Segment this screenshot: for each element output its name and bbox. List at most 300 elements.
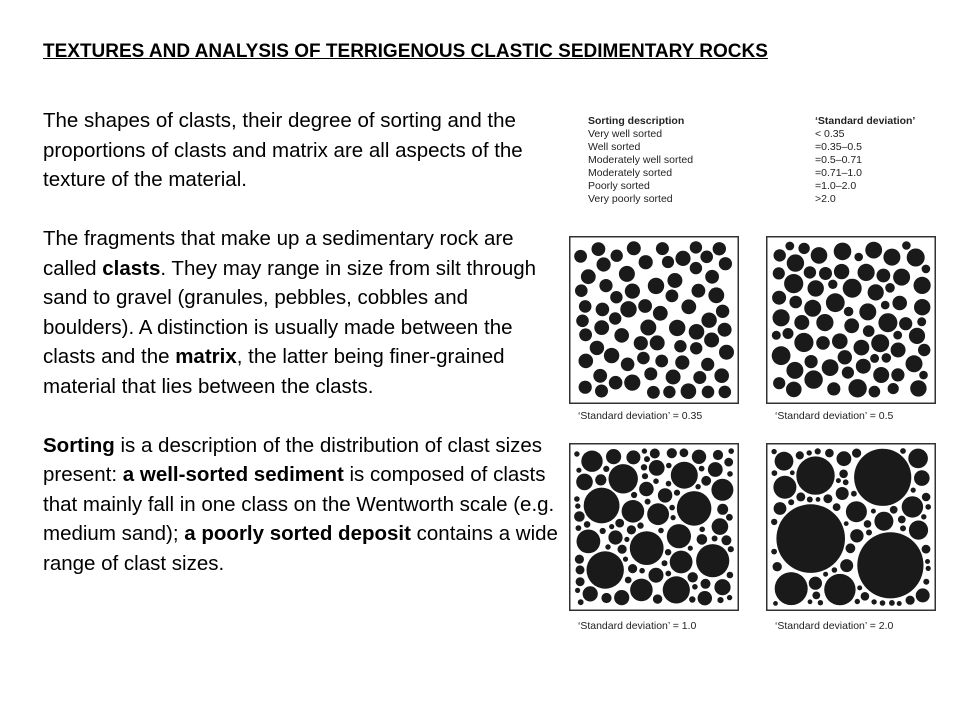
clast-grain — [868, 284, 884, 300]
clast-grain — [666, 463, 672, 469]
clast-grain — [677, 491, 712, 526]
clast-grain — [579, 328, 592, 341]
clast-grain — [773, 309, 790, 326]
row-sd: =1.0–2.0 — [815, 180, 857, 192]
clast-grain — [871, 599, 876, 604]
clast-grain — [663, 386, 675, 398]
clast-grain — [575, 284, 588, 297]
clast-grain — [708, 287, 724, 303]
clast-grain — [812, 592, 820, 600]
clast-grain — [815, 448, 821, 454]
clast-grain — [581, 269, 596, 284]
clast-grain — [772, 346, 791, 365]
clast-grain — [906, 596, 915, 605]
clast-grain — [594, 320, 609, 335]
clast-grain — [701, 313, 716, 328]
paragraph-clasts — [43, 224, 563, 401]
clast-grain — [627, 525, 636, 534]
clast-grain — [576, 577, 585, 586]
clast-grain — [688, 572, 698, 582]
clast-grain — [726, 514, 733, 521]
clast-grain — [917, 317, 926, 326]
clast-grain — [615, 519, 624, 528]
row-sd: =0.5–0.71 — [815, 154, 863, 166]
row-desc: Very well sorted — [588, 128, 663, 140]
sorting-table-row — [588, 193, 948, 206]
header-sorting-description: Sorting description — [588, 115, 685, 127]
clast-grain — [823, 572, 828, 577]
clast-grain — [681, 383, 697, 399]
clast-grain — [574, 451, 579, 456]
clast-grain — [620, 301, 636, 317]
clast-grain — [881, 301, 890, 310]
clast-grain — [854, 340, 870, 356]
clast-grain — [631, 492, 637, 498]
clast-grain — [718, 323, 732, 337]
clast-grain — [603, 466, 609, 472]
clast-grain — [639, 255, 653, 269]
clast-grain — [609, 524, 614, 529]
clast-grain — [719, 345, 734, 360]
clast-grain — [674, 340, 686, 352]
clast-grain — [794, 315, 809, 330]
paragraph-texture — [43, 106, 563, 195]
clast-grain — [667, 273, 682, 288]
clast-grain — [701, 476, 711, 486]
clast-grain — [628, 564, 637, 573]
clast-grain — [701, 579, 711, 589]
clast-grain — [857, 585, 862, 590]
clast-grain — [796, 451, 804, 459]
clast-grain — [833, 503, 841, 511]
clast-grain — [836, 487, 849, 500]
clast-grain — [610, 291, 622, 303]
clast-grain — [794, 333, 813, 352]
clast-grain — [606, 449, 621, 464]
clast-grain — [804, 370, 822, 388]
clast-grain — [601, 593, 611, 603]
clast-grain — [696, 544, 729, 577]
clast-grain — [918, 344, 930, 356]
clast-grain — [909, 328, 925, 344]
clast-grain — [772, 331, 781, 340]
header-standard-deviation: ‘Standard deviation’ — [815, 115, 916, 127]
clast-grain — [771, 519, 777, 525]
clast-grain — [911, 488, 916, 493]
clast-grain — [771, 549, 777, 555]
clast-grain — [818, 600, 823, 605]
clast-grain — [658, 528, 664, 534]
clast-grain — [727, 471, 733, 477]
clast-grain — [650, 335, 665, 350]
clast-grain — [866, 530, 872, 536]
clast-grain — [922, 493, 931, 502]
clast-grain — [854, 253, 863, 262]
clast-grain — [811, 247, 828, 264]
caption-035: ‘Standard deviation’ = 0.35 — [578, 410, 703, 422]
clast-grain — [649, 568, 664, 583]
clast-grain — [796, 492, 805, 501]
clast-grain — [774, 502, 787, 515]
clast-grain — [882, 353, 892, 363]
clast-grain — [595, 474, 606, 485]
clast-grain — [834, 243, 852, 261]
clast-grain — [599, 279, 612, 292]
clast-grain — [808, 280, 824, 296]
clast-grain — [719, 257, 732, 270]
clast-grain — [858, 264, 875, 281]
text-span: , the latter being finer-grained material that lies between the clasts. — [43, 345, 505, 398]
clast-grain — [874, 512, 893, 531]
clast-grain — [624, 537, 629, 542]
clast-grain — [650, 449, 660, 459]
clast-grain — [902, 241, 911, 250]
caption-05: ‘Standard deviation’ = 0.5 — [775, 410, 894, 422]
clast-grain — [773, 601, 778, 606]
clast-grain — [579, 300, 592, 313]
clast-grain — [772, 470, 778, 476]
clast-grain — [839, 470, 848, 479]
clast-grain — [596, 303, 610, 317]
clast-grain — [642, 473, 648, 479]
clast-grain — [897, 601, 902, 606]
clast-grain — [574, 250, 587, 263]
clast-grain — [590, 341, 604, 355]
clast-grain — [822, 359, 839, 376]
clast-grain — [666, 290, 679, 303]
clast-grain — [713, 242, 726, 255]
clast-grain — [575, 503, 580, 508]
clast-grain — [857, 532, 923, 598]
clast-grain — [716, 305, 729, 318]
clast-grain — [871, 334, 889, 352]
clast-grain — [699, 527, 705, 533]
clast-grain — [843, 279, 862, 298]
clast-grain — [638, 299, 652, 313]
clast-grain — [773, 562, 782, 571]
clast-grain — [880, 600, 886, 606]
clast-grain — [700, 251, 713, 264]
clast-grain — [914, 470, 930, 486]
clast-grain — [653, 594, 662, 603]
caption-10: ‘Standard deviation’ = 1.0 — [578, 620, 697, 632]
sorting-table-row — [588, 141, 948, 154]
clast-grain — [906, 355, 923, 372]
clast-grain — [870, 354, 879, 363]
clast-grain — [653, 306, 668, 321]
term-sorting: Sorting — [43, 433, 115, 457]
clast-grain — [639, 482, 654, 497]
clast-grain — [690, 262, 702, 274]
clast-grain — [587, 551, 624, 588]
clast-grain — [789, 296, 802, 309]
clast-grain — [717, 504, 728, 515]
clast-grain — [576, 315, 589, 328]
clast-grain — [656, 242, 669, 255]
clast-grain — [712, 536, 718, 542]
clast-grain — [807, 497, 813, 503]
clast-grain — [898, 516, 906, 524]
clast-grain — [816, 336, 830, 350]
clast-grain — [784, 274, 803, 293]
clast-grain — [667, 448, 677, 458]
clast-grain — [783, 328, 794, 339]
clast-grain — [914, 299, 930, 315]
clast-grain — [608, 530, 622, 544]
clast-grain — [719, 386, 732, 399]
term-matrix: matrix — [175, 345, 237, 368]
clast-grain — [844, 307, 854, 317]
clast-grain — [576, 525, 582, 531]
sorting-table — [588, 115, 948, 206]
clast-grain — [637, 522, 643, 528]
clast-panel — [766, 443, 936, 611]
term-poorly-sorted: a poorly sorted deposit — [184, 522, 411, 545]
clast-panel — [569, 236, 739, 404]
clast-grain — [669, 505, 675, 511]
clast-grain — [850, 529, 863, 542]
sorting-table-row — [588, 154, 948, 167]
clast-grain — [623, 557, 628, 562]
clast-grain — [609, 312, 621, 324]
clast-grain — [595, 385, 608, 398]
clast-grain — [609, 464, 638, 493]
clast-grain — [655, 355, 668, 368]
clast-grain — [916, 588, 930, 602]
clast-grain — [625, 577, 632, 584]
clast-grain — [624, 375, 640, 391]
clast-grain — [690, 241, 702, 253]
clast-grain — [828, 280, 837, 289]
clast-grain — [671, 515, 676, 520]
clast-grain — [626, 450, 640, 464]
clast-grain — [640, 320, 656, 336]
row-sd: < 0.35 — [815, 128, 845, 140]
clast-grain — [648, 278, 664, 294]
clast-grain — [859, 303, 876, 320]
clast-grain — [787, 254, 804, 271]
clast-grain — [622, 500, 645, 523]
clast-grain — [621, 358, 635, 372]
clast-grain — [893, 269, 910, 286]
clast-grain — [693, 371, 706, 384]
clast-grain — [584, 488, 620, 524]
clast-grain — [776, 504, 845, 573]
clast-grain — [619, 266, 635, 282]
clast-grain — [614, 590, 629, 605]
clast-grain — [634, 336, 648, 350]
clast-grain — [713, 450, 723, 460]
clast-grain — [921, 514, 926, 519]
clast-grain — [809, 577, 822, 590]
clast-grain — [865, 242, 882, 259]
clast-grain — [846, 543, 856, 553]
row-sd: >2.0 — [815, 193, 836, 205]
paragraph-texture-text: The shapes of clasts, their degree of sorting and the proportions of clasts and matrix are all aspects of the texture of the material. — [43, 109, 523, 191]
clast-grain — [837, 451, 852, 466]
clast-grain — [605, 544, 610, 549]
clast-grain — [848, 379, 866, 397]
clast-grain — [805, 355, 818, 368]
clast-grain — [900, 448, 906, 454]
clast-grain — [808, 599, 813, 604]
clast-grain — [923, 579, 929, 585]
clast-grain — [669, 320, 685, 336]
text-span: is a description of the distribution of clast sizes present: — [43, 433, 543, 486]
clast-grain — [861, 592, 870, 601]
clast-grain — [721, 535, 731, 545]
slide-title: TEXTURES AND ANALYSIS OF TERRIGENOUS CLASTIC SEDIMENTARY ROCKS — [43, 41, 768, 62]
clast-grain — [592, 242, 606, 256]
clast-grain — [642, 448, 647, 453]
clast-grain — [611, 250, 623, 262]
clast-grain — [871, 509, 876, 514]
clast-grain — [662, 256, 674, 268]
clast-grain — [869, 386, 881, 398]
clast-grain — [675, 355, 689, 369]
clast-grain — [644, 367, 657, 380]
row-sd: =0.71–1.0 — [815, 167, 863, 179]
clast-grain — [878, 313, 897, 332]
clast-grain — [925, 559, 930, 564]
clast-grain — [666, 370, 681, 385]
clast-grain — [702, 386, 715, 399]
body-text — [43, 106, 563, 608]
clast-grain — [576, 468, 581, 473]
clast-grain — [680, 448, 689, 457]
clast-grain — [576, 565, 585, 574]
clast-grain — [772, 291, 786, 305]
sorting-table-header — [588, 115, 948, 128]
clast-grain — [889, 600, 895, 606]
clast-grain — [708, 462, 723, 477]
clast-grain — [786, 362, 803, 379]
clast-grain — [674, 490, 680, 496]
caption-20: ‘Standard deviation’ = 2.0 — [775, 620, 894, 632]
clast-grain — [665, 571, 671, 577]
term-well-sorted: a well-sorted sediment — [122, 463, 344, 486]
clast-grain — [630, 579, 653, 602]
clast-grain — [727, 595, 732, 600]
clast-grain — [662, 560, 668, 566]
clast-grain — [788, 499, 794, 505]
row-desc: Very poorly sorted — [588, 193, 673, 205]
clast-grain — [711, 479, 733, 501]
clast-grain — [902, 496, 923, 517]
clast-grain — [645, 499, 651, 505]
clast-grain — [727, 572, 734, 579]
clast-grain — [575, 588, 580, 593]
clast-grain — [816, 314, 833, 331]
clast-grain — [796, 456, 834, 494]
sorting-diagram-10 — [569, 443, 739, 611]
term-clasts: clasts — [102, 256, 161, 280]
text-span: is composed of clasts that mainly fall in one class on the Wentworth scale (e.g. medium sand); — [43, 463, 555, 545]
clast-grain — [827, 382, 840, 395]
clast-grain — [695, 484, 700, 489]
clast-grain — [846, 501, 867, 522]
clast-grain — [574, 496, 580, 502]
clast-grain — [825, 449, 834, 458]
clast-grain — [584, 521, 591, 528]
clast-grain — [690, 342, 702, 354]
clast-grain — [647, 503, 669, 525]
clast-grain — [593, 369, 607, 383]
clast-grain — [583, 586, 598, 601]
clast-grain — [641, 464, 647, 470]
clast-grain — [885, 283, 895, 293]
clast-grain — [863, 325, 875, 337]
clast-grain — [922, 545, 931, 554]
clast-grain — [832, 567, 838, 573]
row-desc: Moderately well sorted — [588, 154, 694, 166]
sorting-diagram-035 — [569, 236, 739, 404]
clast-grain — [666, 481, 672, 487]
sorting-table-row — [588, 180, 948, 193]
clast-grain — [705, 270, 719, 284]
clast-grain — [851, 491, 857, 497]
sorting-table-row — [588, 128, 948, 141]
clast-grain — [639, 568, 645, 574]
clast-grain — [644, 456, 650, 462]
clast-panel — [766, 236, 936, 404]
clast-grain — [574, 511, 585, 522]
row-desc: Well sorted — [588, 141, 641, 153]
clast-grain — [855, 599, 860, 604]
clast-grain — [773, 377, 785, 389]
clast-grain — [717, 597, 723, 603]
clast-grain — [807, 450, 812, 455]
row-desc: Moderately sorted — [588, 167, 673, 179]
paragraph-sorting — [43, 431, 563, 579]
clast-grain — [834, 264, 849, 279]
clast-grain — [844, 318, 859, 333]
clast-grain — [771, 449, 776, 454]
clast-grain — [804, 266, 816, 278]
clast-grain — [824, 574, 855, 605]
clast-grain — [714, 368, 729, 383]
clast-grain — [891, 343, 906, 358]
clast-grain — [873, 367, 889, 383]
clast-grain — [826, 293, 845, 312]
clast-grain — [637, 352, 650, 365]
clast-grain — [816, 497, 821, 502]
clast-grain — [864, 520, 872, 528]
clast-grain — [698, 591, 712, 605]
clast-grain — [600, 528, 606, 534]
clast-grain — [854, 449, 911, 506]
clast-grain — [578, 599, 584, 605]
clast-grain — [604, 348, 619, 363]
clast-grain — [577, 530, 601, 554]
clast-grain — [627, 241, 641, 255]
clast-grain — [910, 380, 926, 396]
clast-grain — [625, 284, 640, 299]
clast-grain — [667, 524, 691, 548]
clast-grain — [670, 551, 693, 574]
clast-grain — [786, 382, 802, 398]
clast-grain — [914, 277, 931, 294]
clast-grain — [692, 284, 706, 298]
clast-grain — [790, 470, 795, 475]
clast-grain — [728, 448, 734, 454]
clast-grain — [856, 359, 871, 374]
clast-grain — [575, 555, 584, 564]
clast-grain — [773, 476, 796, 499]
clast-grain — [891, 368, 904, 381]
sorting-table-row — [588, 167, 948, 180]
clast-grain — [925, 504, 931, 510]
